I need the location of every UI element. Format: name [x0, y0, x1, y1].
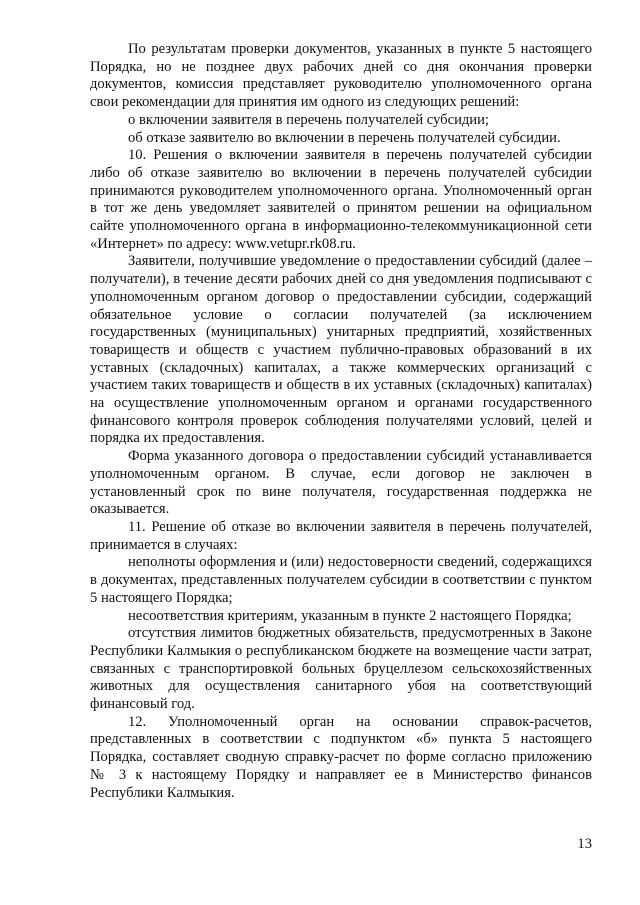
- paragraph-applicants-agreement: Заявители, получившие уведомление о предоставлении субсидий (далее – получатели), в течение десяти рабочих дней со дня уведомления подписывают с уполномоченным органом договор о предоставлении субсидии, содержащий обязательное условие о согласии получателей (за исключением государственных (муниципальных) унитарных предприятий, хозяйственных товариществ и обществ с участием публично-правовых образований в их уставных (складочных) капиталах, а также коммерческих организаций с участием таких товариществ и обществ в их уставных (складочных) капиталах) на осуществление уполномоченным органом и органами государственного финансового контроля проверок соблюдения получателями условий, целей и порядка их предоставления.: [90, 253, 592, 447]
- page-number: 13: [577, 836, 592, 852]
- paragraph-clause-10: 10. Решения о включении заявителя в перечень получателей субсидии либо об отказе заявителю во включении в перечень получателей субсидии принимаются руководителем уполномоченного органа. Уполномоченный орган в тот же день уведомляет заявителей о принятом решении на официальном сайте уполномоченного органа в информационно-телекоммуникационной сети «Интернет» по адресу: www.vetupr.rk08.ru.: [90, 147, 592, 252]
- paragraph-decision-include: о включении заявителя в перечень получателей субсидии;: [128, 111, 489, 128]
- paragraph-agreement-form: Форма указанного договора о предоставлении субсидий устанавливается уполномоченным органом. В случае, если договор не заключен в установленный срок по вине получателя, государственная поддержка не оказывается.: [90, 448, 592, 518]
- paragraph-review-results: По результатам проверки документов, указанных в пункте 5 настоящего Порядка, но не позднее двух рабочих дней со дня окончания проверки документов, комиссия представляет руководителю уполномоченного органа свои рекомендации для принятия им одного из следующих решений:: [90, 41, 592, 111]
- paragraph-clause-12: 12. Уполномоченный орган на основании справок-расчетов, представленных в соответствии с подпунктом «б» пункта 5 настоящего Порядка, составляет сводную справку-расчет по форме согласно приложению № 3 к настоящему Порядку и направляет ее в Министерство финансов Республики Калмыкия.: [90, 713, 592, 801]
- paragraph-clause-11: 11. Решение об отказе во включении заявителя в перечень получателей, принимается в случаях:: [90, 518, 592, 553]
- paragraph-incomplete-documents: неполноты оформления и (или) недостоверности сведений, содержащихся в документах, представленных получателем субсидии в соответствии с пунктом 5 настоящего Порядка;: [90, 554, 592, 606]
- paragraph-budget-limits: отсутствия лимитов бюджетных обязательств, предусмотренных в Законе Республики Калмыкия о республиканском бюджете на возмещение части затрат, связанных с транспортировкой больных бруцеллезом сельскохозяйственных животных для осуществления санитарного убоя на соответствующий финансовый год.: [90, 625, 592, 713]
- paragraph-criteria-mismatch: несоответствия критериям, указанным в пункте 2 настоящего Порядка;: [128, 607, 572, 624]
- paragraph-decision-refuse: об отказе заявителю во включении в перечень получателей субсидии.: [128, 129, 561, 146]
- document-body: [90, 41, 592, 802]
